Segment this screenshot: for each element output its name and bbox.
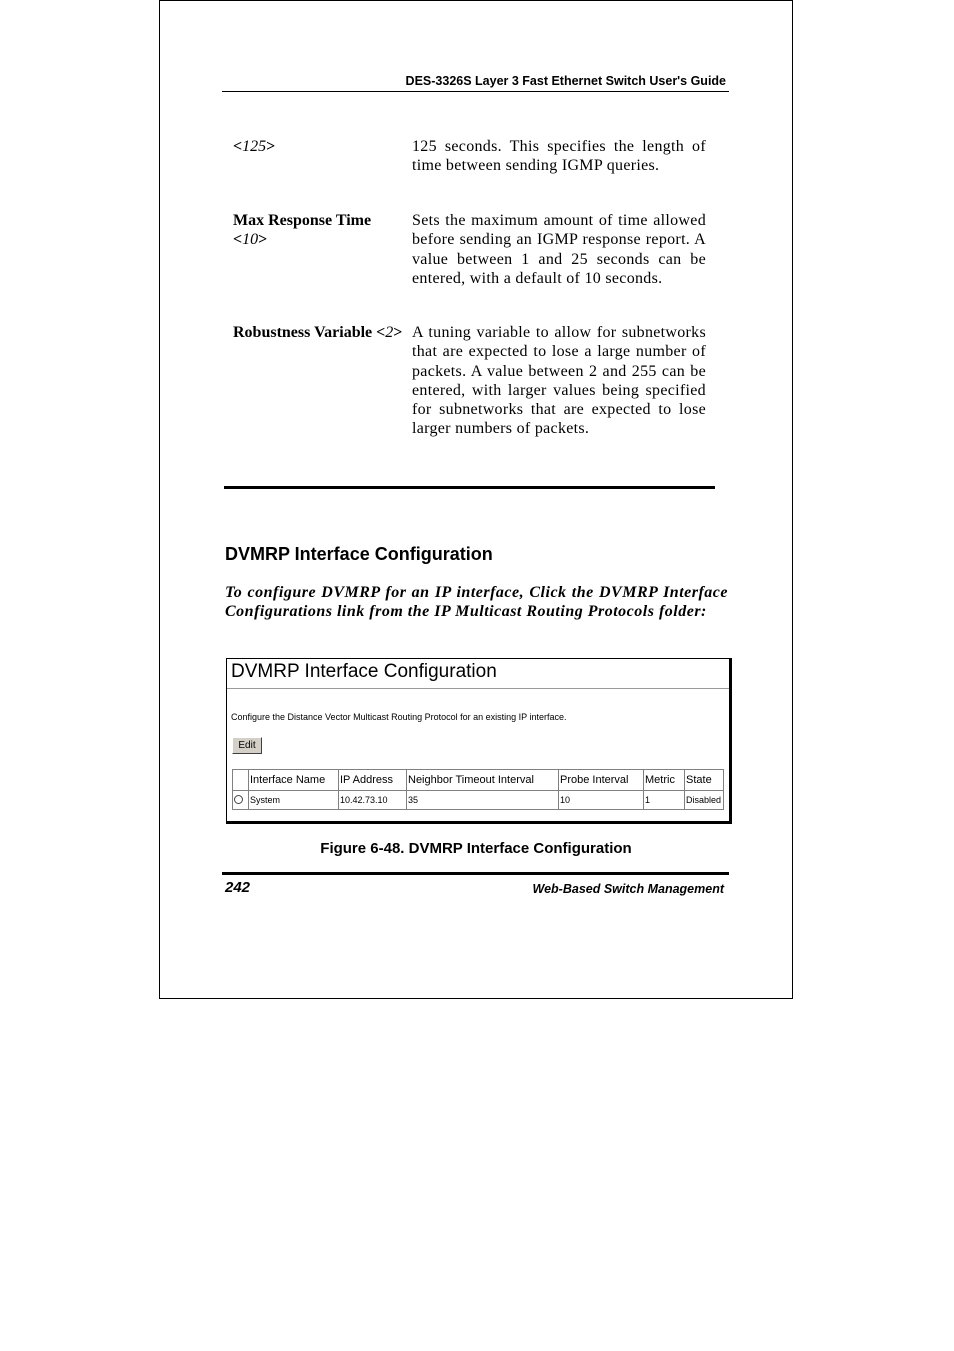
column-header-probe-interval: Probe Interval: [559, 770, 644, 791]
column-header-metric: Metric: [644, 770, 685, 791]
table-row: [233, 791, 724, 810]
cell-neighbor-timeout: 35: [407, 791, 559, 810]
panel-description: Configure the Distance Vector Multicast Routing Protocol for an existing IP interface.: [231, 712, 567, 722]
table-end-rule: [224, 486, 715, 489]
column-header-state: State: [685, 770, 724, 791]
radio-button[interactable]: [234, 795, 243, 804]
edit-button[interactable]: Edit: [232, 737, 262, 754]
row-select-radio-cell[interactable]: [233, 791, 249, 810]
header-rule: [222, 91, 729, 92]
figure-caption: Figure 6-48. DVMRP Interface Configuration: [320, 840, 632, 857]
column-header-ip-address: IP Address: [339, 770, 407, 791]
running-footer: Web-Based Switch Management: [532, 882, 724, 896]
cell-metric: 1: [644, 791, 685, 810]
param-description-max-response-time: Sets the maximum amount of time allowed before sending an IGMP response report. A value between 1 and 25 seconds can be entered, with a default of 10 seconds.: [412, 212, 706, 287]
screenshot-panel: [226, 658, 732, 824]
cell-probe-interval: 10: [559, 791, 644, 810]
interface-table: [232, 769, 724, 810]
page-number: 242: [225, 879, 251, 896]
column-header-interface-name: Interface Name: [249, 770, 339, 791]
panel-title-rule: [227, 688, 729, 689]
cell-state: Disabled: [685, 791, 724, 810]
param-description-robustness-variable: A tuning variable to allow for subnetworks that are expected to lose a large number of packets. A value between 2 and 255 can be entered, with larger values being specified for subnetworks that are expected to lose larger numbers of packets.: [412, 324, 706, 438]
cell-interface-name: System: [249, 791, 339, 810]
column-header-neighbor-timeout: Neighbor Timeout Interval: [407, 770, 559, 791]
param-description-query-interval: 125 seconds. This specifies the length of time between sending IGMP queries.: [412, 138, 706, 175]
panel-title: DVMRP Interface Configuration: [231, 661, 497, 682]
column-header-select: [233, 770, 249, 791]
instruction-text: To configure DVMRP for an IP interface, Click the DVMRP Interface Configurations link from the IP Multicast Routing Protocols folder:: [225, 584, 728, 621]
table-header-row: [233, 770, 724, 791]
running-header: DES-3326S Layer 3 Fast Ethernet Switch User's Guide: [405, 74, 726, 88]
param-term-max-response-time: Max Response Time <10>: [233, 212, 372, 249]
param-term-query-interval: <125>: [233, 138, 276, 155]
cell-ip-address: 10.42.73.10: [339, 791, 407, 810]
section-heading: DVMRP Interface Configuration: [225, 544, 493, 564]
footer-rule: [222, 872, 729, 875]
param-term-robustness-variable: Robustness Variable <2>: [233, 324, 403, 341]
